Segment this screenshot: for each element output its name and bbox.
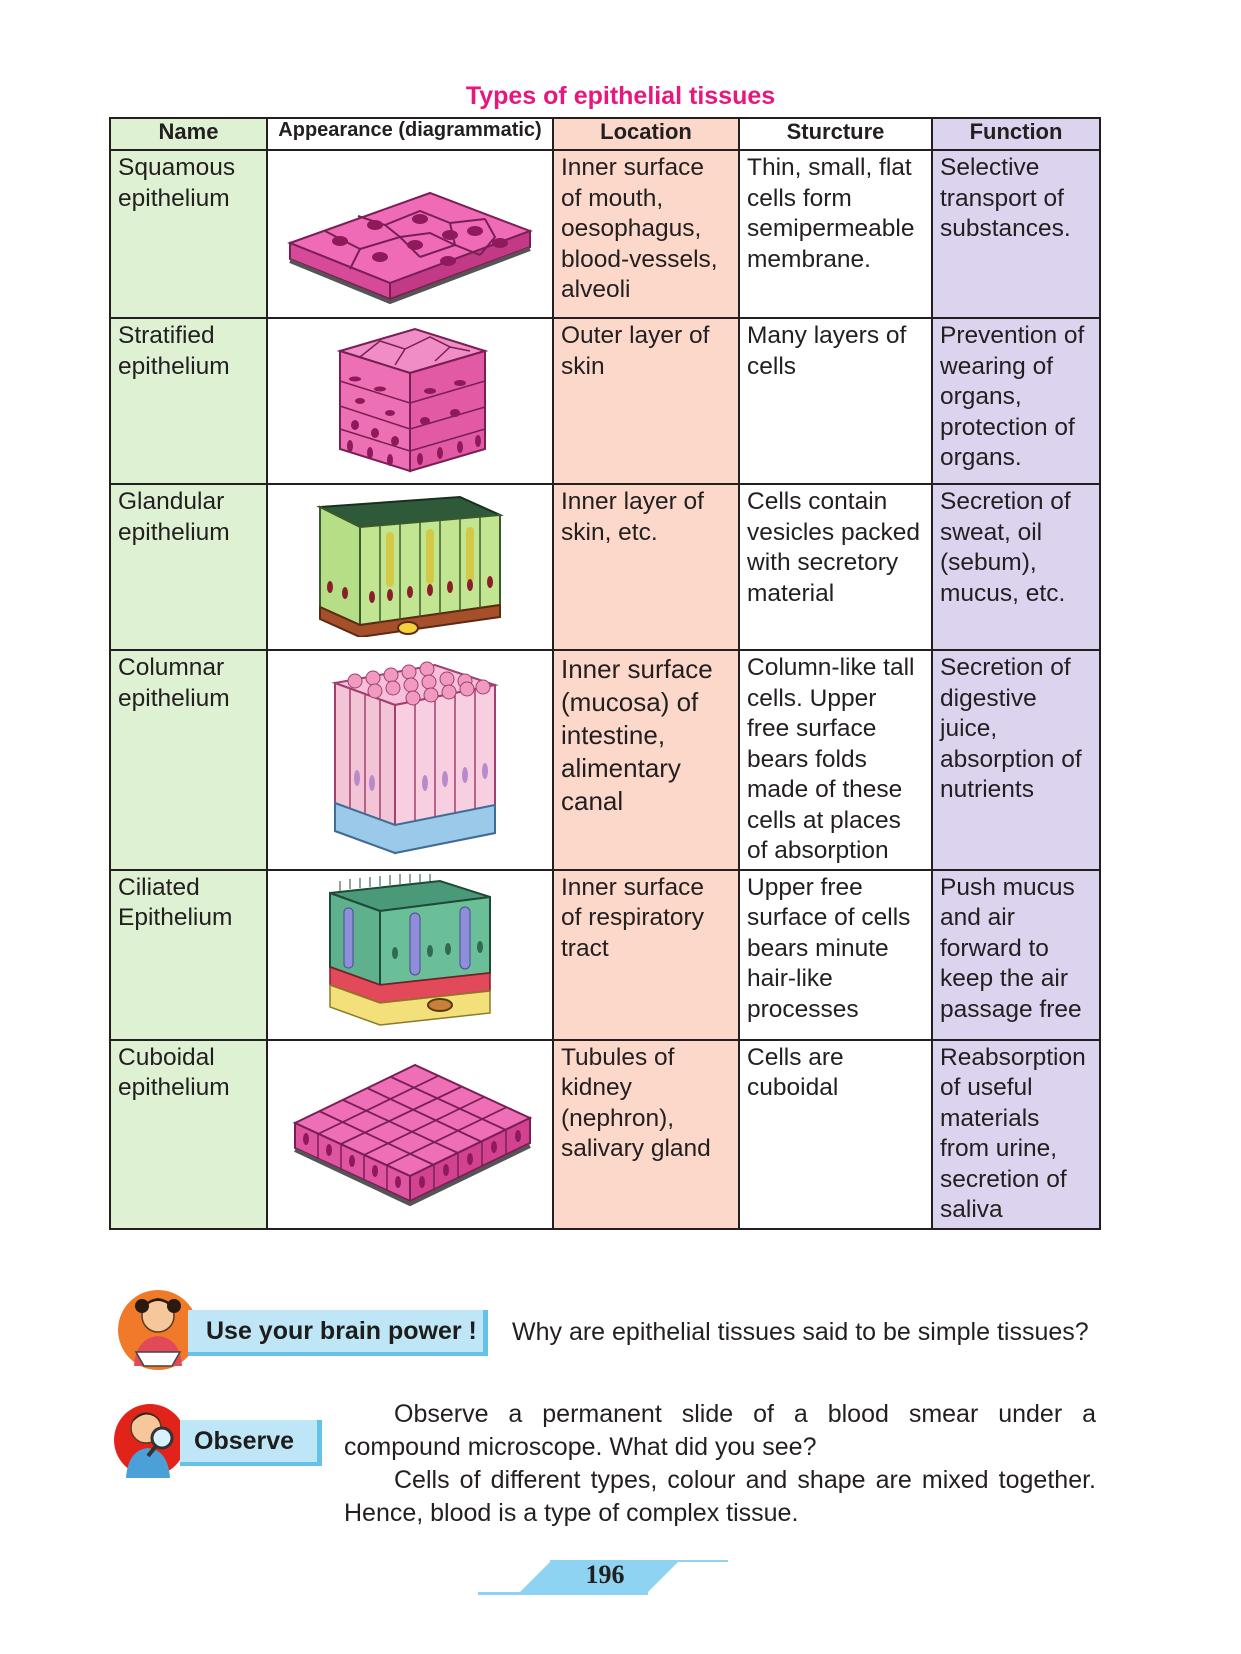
tissue-function: Selective transport of substances. bbox=[932, 150, 1100, 318]
tissue-location: Inner layer of skin, etc. bbox=[553, 484, 739, 650]
table-header-row bbox=[110, 118, 1100, 150]
ciliated-diagram bbox=[267, 870, 553, 1040]
tissue-function: Push mucus and air forward to keep the air passage free bbox=[932, 870, 1100, 1040]
stratified-diagram bbox=[267, 318, 553, 484]
observe-paragraph-1: Observe a permanent slide of a blood smear under a compound microscope. What did you see? bbox=[344, 1400, 1096, 1461]
squamous-diagram bbox=[267, 150, 553, 318]
brain-power-label: Use your brain power ! bbox=[188, 1310, 488, 1356]
tissue-name: Squamous epithelium bbox=[110, 150, 267, 318]
table-row bbox=[110, 484, 1100, 650]
col-header-structure: Sturcture bbox=[739, 118, 932, 150]
tissue-structure: Thin, small, flat cells form semipermeable membrane. bbox=[739, 150, 932, 318]
col-header-function: Function bbox=[932, 118, 1100, 150]
tissue-structure: Column-like tall cells. Upper free surface bears folds made of these cells at places of absorption bbox=[739, 650, 932, 870]
tissue-function: Prevention of wearing of organs, protection of organs. bbox=[932, 318, 1100, 484]
tissue-location: Outer layer of skin bbox=[553, 318, 739, 484]
table-row bbox=[110, 1040, 1100, 1229]
tissue-name: Columnar epithelium bbox=[110, 650, 267, 870]
observe-text bbox=[344, 1398, 1096, 1530]
tissue-function: Secretion of digestive juice, absorption of nutrients bbox=[932, 650, 1100, 870]
epithelial-tissues-table bbox=[109, 117, 1101, 1230]
col-header-name: Name bbox=[110, 118, 267, 150]
col-header-location: Location bbox=[553, 118, 739, 150]
brain-power-question: Why are epithelial tissues said to be simple tissues? bbox=[512, 1318, 1089, 1346]
tissue-name: Ciliated Epithelium bbox=[110, 870, 267, 1040]
table-row bbox=[110, 318, 1100, 484]
tissue-location: Tubules of kidney (nephron), salivary gland bbox=[553, 1040, 739, 1229]
observe-paragraph-2: Cells of different types, colour and shape are mixed together. Hence, blood is a type of complex tissue. bbox=[344, 1466, 1096, 1527]
tissue-name: Glandular epithelium bbox=[110, 484, 267, 650]
tissue-structure: Cells are cuboidal bbox=[739, 1040, 932, 1229]
observe-label: Observe bbox=[180, 1420, 322, 1466]
table-row bbox=[110, 650, 1100, 870]
tissue-location: Inner surface of mouth, oesophagus, blood-vessels, alveoli bbox=[553, 150, 739, 318]
tissue-name: Stratified epithelium bbox=[110, 318, 267, 484]
table-row bbox=[110, 870, 1100, 1040]
glandular-diagram bbox=[267, 484, 553, 650]
col-header-appearance: Appearance (diagrammatic) bbox=[267, 118, 553, 150]
cuboidal-diagram bbox=[267, 1040, 553, 1229]
tissue-name: Cuboidal epithelium bbox=[110, 1040, 267, 1229]
tissue-location: Inner surface (mucosa) of intestine, alimentary canal bbox=[553, 650, 739, 870]
tissue-function: Secretion of sweat, oil (sebum), mucus, etc. bbox=[932, 484, 1100, 650]
columnar-diagram bbox=[267, 650, 553, 870]
tissue-structure: Many layers of cells bbox=[739, 318, 932, 484]
page-number: 196 bbox=[585, 1560, 625, 1589]
tissue-location: Inner surface of respiratory tract bbox=[553, 870, 739, 1040]
tissue-function: Reabsorption of useful materials from urine, secretion of saliva bbox=[932, 1040, 1100, 1229]
boy-magnifier-icon bbox=[110, 1392, 190, 1482]
table-title: Types of epithelial tissues bbox=[465, 82, 776, 110]
tissue-structure: Upper free surface of cells bears minute hair-like processes bbox=[739, 870, 932, 1040]
tissue-structure: Cells contain vesicles packed with secretory material bbox=[739, 484, 932, 650]
table-row bbox=[110, 150, 1100, 318]
